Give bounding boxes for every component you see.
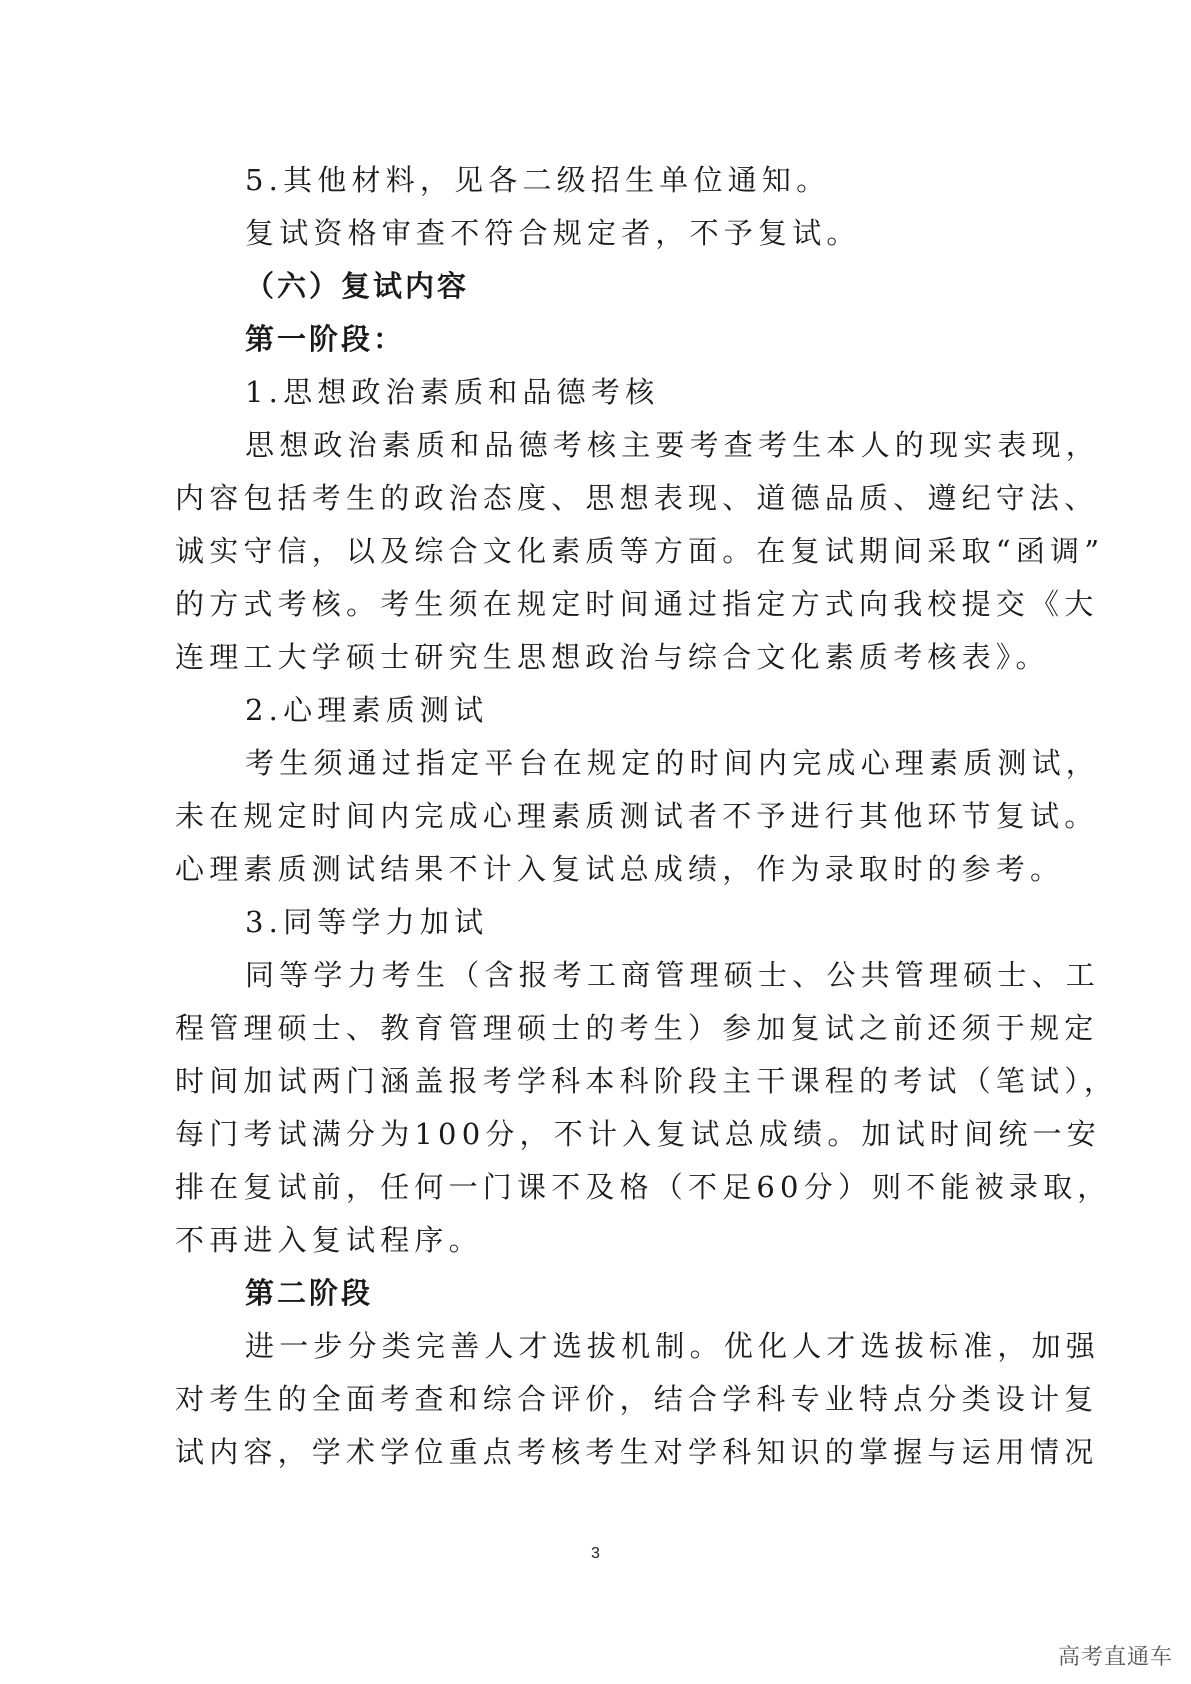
paragraph-line: 复试资格审查不符合规定者，不予复试。 bbox=[245, 216, 861, 250]
paragraph-line: 内容包括考生的政治态度、思想表现、道德品质、遵纪守法、 bbox=[175, 481, 1099, 515]
paragraph-line: 对考生的全面考查和综合评价，结合学科专业特点分类设计复 bbox=[175, 1382, 1099, 1416]
paragraph-line: 每门考试满分为100分，不计入复试总成绩。加试时间统一安 bbox=[175, 1117, 1101, 1151]
paragraph-line: 的方式考核。考生须在规定时间通过指定方式向我校提交《大 bbox=[175, 587, 1099, 621]
list-item-other-materials: 5.其他材料，见各二级招生单位通知。 bbox=[245, 163, 831, 197]
watermark: 高考直通车 bbox=[1057, 1645, 1173, 1670]
paragraph-line: 同等学力考生（含报考工商管理硕士、公共管理硕士、工 bbox=[245, 958, 1101, 992]
paragraph-line: 考生须通过指定平台在规定的时间内完成心理素质测试， bbox=[245, 746, 1101, 780]
item-heading-psychological-test: 2.心理素质测试 bbox=[245, 693, 489, 727]
page-number: 3 bbox=[591, 1545, 600, 1562]
paragraph-line: 排在复试前，任何一门课不及格（不足60分）则不能被录取， bbox=[175, 1170, 1112, 1204]
paragraph-line: 时间加试两门涵盖报考学科本科阶段主干课程的考试（笔试）， bbox=[175, 1064, 1119, 1098]
paragraph-line: 不再进入复试程序。 bbox=[175, 1223, 483, 1257]
paragraph-line: 试内容，学术学位重点考核考生对学科知识的掌握与运用情况 bbox=[175, 1435, 1099, 1469]
paragraph-line: 心理素质测试结果不计入复试总成绩，作为录取时的参考。 bbox=[175, 852, 1065, 886]
item-heading-political-assessment: 1.思想政治素质和品德考核 bbox=[245, 375, 660, 409]
paragraph-line: 思想政治素质和品德考核主要考查考生本人的现实表现， bbox=[245, 428, 1101, 462]
stage-two-heading: 第二阶段 bbox=[245, 1276, 374, 1310]
paragraph-line: 诚实守信，以及综合文化素质等方面。在复试期间采取“函调” bbox=[175, 534, 1105, 568]
item-heading-equivalent-exam: 3.同等学力加试 bbox=[245, 905, 489, 939]
paragraph-line: 进一步分类完善人才选拔机制。优化人才选拔标准，加强 bbox=[245, 1329, 1101, 1363]
section-heading: （六）复试内容 bbox=[245, 269, 470, 303]
stage-one-heading: 第一阶段： bbox=[245, 322, 406, 356]
paragraph-line: 程管理硕士、教育管理硕士的考生）参加复试之前还须于规定 bbox=[175, 1011, 1099, 1045]
paragraph-line: 连理工大学硕士研究生思想政治与综合文化素质考核表》。 bbox=[175, 640, 1050, 674]
paragraph-line: 未在规定时间内完成心理素质测试者不予进行其他环节复试。 bbox=[175, 799, 1099, 833]
